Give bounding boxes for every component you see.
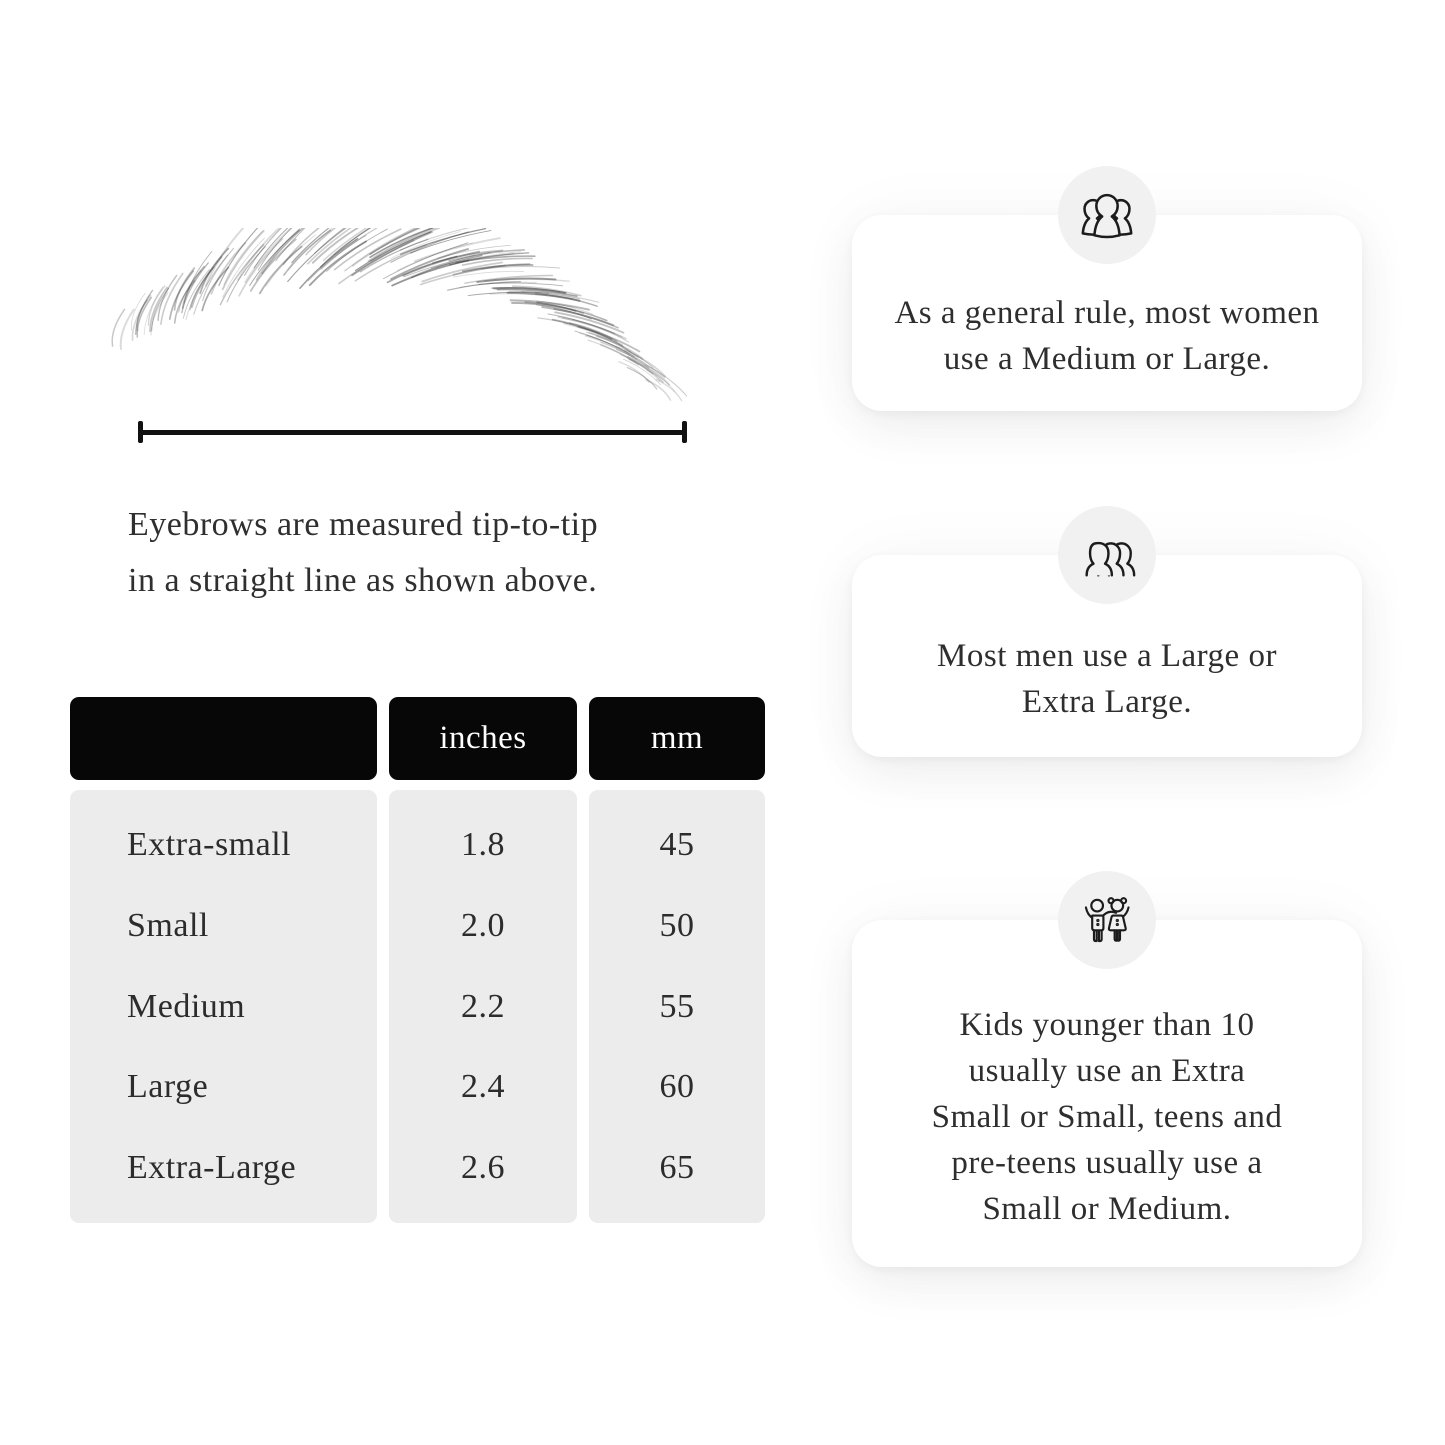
table-cell-label: Extra-Large [127, 1149, 297, 1186]
kids-icon [1058, 871, 1156, 969]
measurement-line [138, 421, 687, 443]
info-card-kids [852, 920, 1362, 1267]
size-table-inches-column [389, 790, 577, 1223]
table-cell-label: Extra-small [127, 826, 292, 863]
text-line: Extra Large. [1021, 684, 1193, 720]
women-group-icon [1058, 166, 1156, 264]
table-cell-mm: 60 [659, 1068, 695, 1106]
text-line: use a Medium or Large. [943, 341, 1271, 377]
text-line: Kids younger than 10 [959, 1006, 1255, 1043]
table-cell-inches: 2.2 [461, 987, 505, 1025]
text-line: Small or Medium. [982, 1190, 1232, 1227]
table-cell-label: Large [127, 1068, 209, 1106]
men-group-icon [1058, 506, 1156, 604]
table-cell-inches: 2.6 [461, 1149, 505, 1186]
text-line: Small or Small, teens and [931, 1098, 1283, 1135]
info-card-men [852, 555, 1362, 757]
table-cell-mm: 50 [659, 906, 695, 944]
size-table-mm-column [589, 790, 765, 1223]
table-cell-label: Small [127, 906, 209, 944]
header-cell-size [70, 697, 377, 780]
table-cell-label: Medium [127, 987, 246, 1025]
text-line: in a straight line as shown above. [128, 562, 598, 599]
header-cell-inches: inches [389, 697, 577, 780]
measurement-caption [128, 497, 768, 609]
info-card-kids-text [852, 920, 1362, 1267]
table-cell-mm: 45 [659, 826, 695, 863]
table-cell-mm: 55 [659, 987, 695, 1025]
measurement-bar [138, 430, 687, 435]
info-card-women [852, 215, 1362, 411]
measurement-tick-right [682, 421, 687, 443]
table-cell-inches: 2.4 [461, 1068, 505, 1106]
table-cell-inches: 1.8 [461, 826, 505, 863]
text-line: Eyebrows are measured tip-to-tip [128, 506, 599, 543]
text-line: As a general rule, most women [894, 295, 1320, 331]
size-table-label-column [70, 790, 377, 1223]
text-line: Most men use a Large or [937, 638, 1277, 674]
table-cell-mm: 65 [659, 1149, 695, 1186]
table-cell-inches: 2.0 [461, 906, 505, 944]
eyebrow-illustration [105, 228, 705, 413]
header-cell-mm: mm [589, 697, 765, 780]
text-line: pre-teens usually use a [951, 1144, 1263, 1181]
text-line: usually use an Extra [968, 1052, 1246, 1089]
